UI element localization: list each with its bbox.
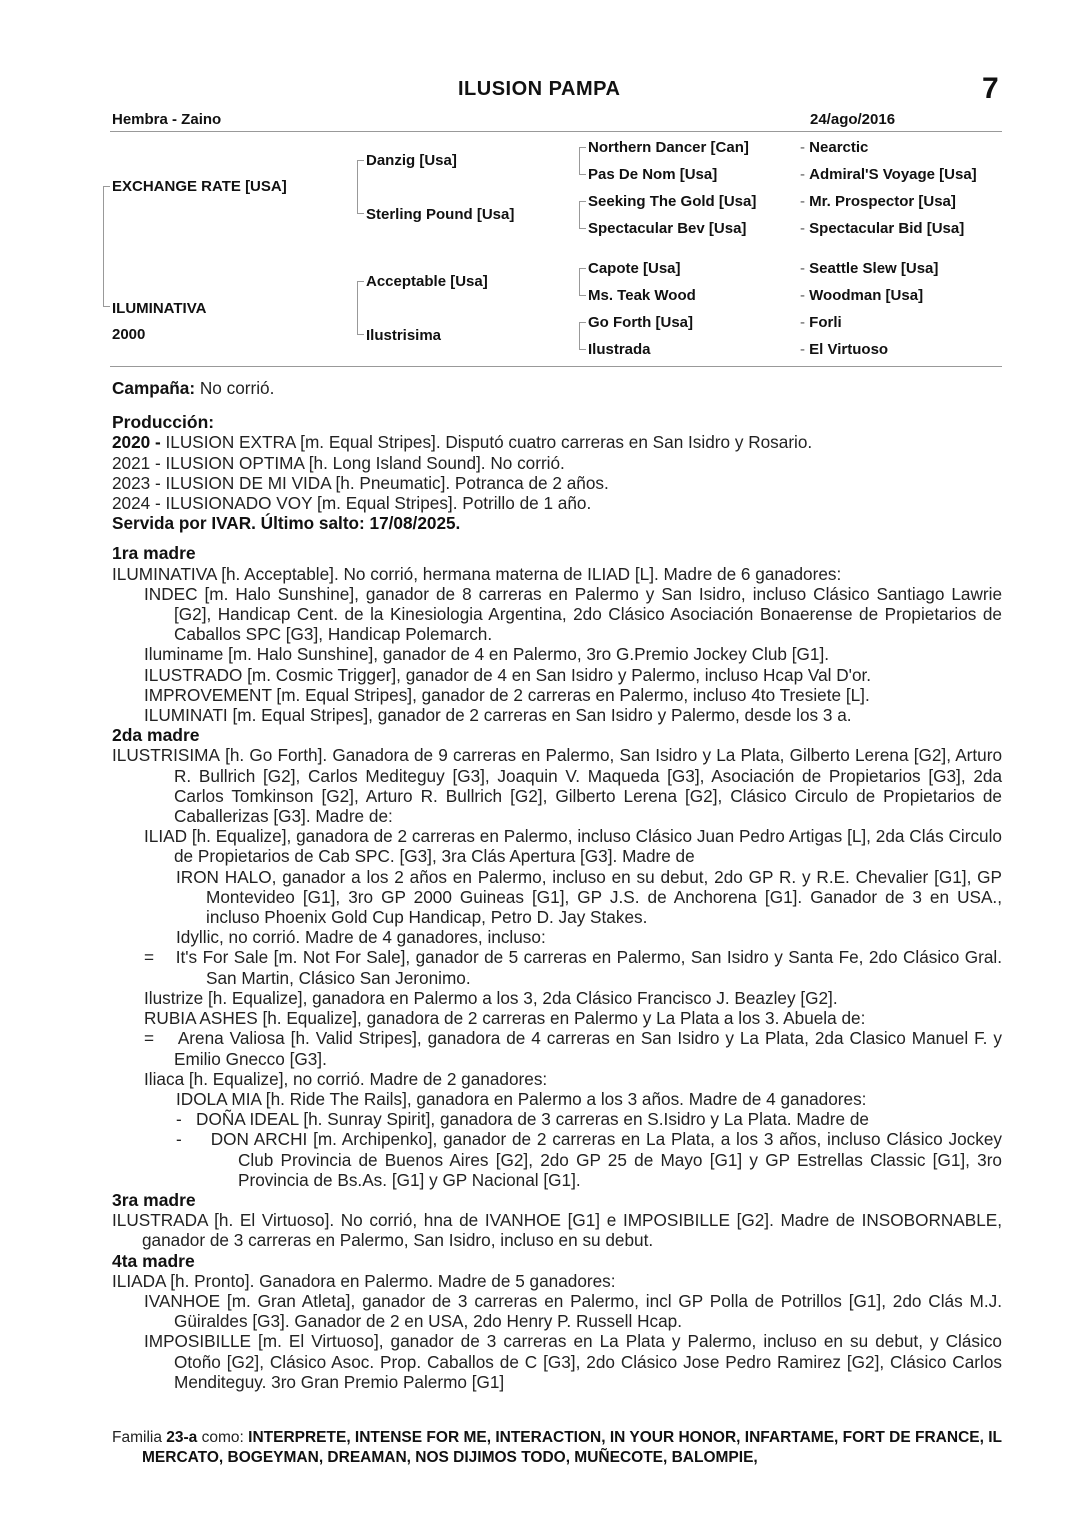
bracket-gen3-d xyxy=(579,322,586,350)
madre-4-heading: 4ta madre xyxy=(112,1250,195,1271)
gen3-1: Northern Dancer [Can] xyxy=(588,139,749,156)
gen2-dam-sire: Acceptable [Usa] xyxy=(366,273,488,290)
gen3-4: Spectacular Bev [Usa] xyxy=(588,220,747,237)
produccion-text: ILUSIONADO VOY [m. Equal Stripes]. Potrillo de 1 año. xyxy=(160,493,592,514)
familia-como: como: xyxy=(197,1429,249,1446)
gen3-5: Capote [Usa] xyxy=(588,260,681,277)
campana-line xyxy=(112,378,1002,398)
bracket-gen3-a xyxy=(579,147,586,175)
bracket-gen3-b xyxy=(579,201,586,229)
gen4-6: - Woodman [Usa] xyxy=(800,287,923,304)
madre-2-heading: 2da madre xyxy=(112,725,200,746)
familia-number: 23-a xyxy=(166,1429,198,1446)
produccion-heading: Producción: xyxy=(112,412,215,433)
gen3-8: Ilustrada xyxy=(588,341,651,358)
produccion-item xyxy=(112,432,1002,452)
sex-color: Hembra - Zaino xyxy=(112,111,222,128)
produccion-text: ILUSION DE MI VIDA [h. Pneumatic]. Potranca de 2 años. xyxy=(160,472,609,493)
produccion-year: 2024 - xyxy=(112,493,161,514)
gen2-dam-dam: Ilustrisima xyxy=(366,327,442,344)
madre-3-heading: 3ra madre xyxy=(112,1189,196,1210)
dam-year: 2000 xyxy=(112,326,146,343)
dam-name: ILUMINATIVA xyxy=(112,300,207,317)
servida-line: Servida por IVAR. Último salto: 17/08/2025. xyxy=(112,513,461,534)
produccion-text: ILUSION EXTRA [m. Equal Stripes]. Disputó cuatro carreras en San Isidro y Rosario. xyxy=(160,432,813,453)
madre-4-section: ILIADA [h. Pronto]. Ganadora en Palermo. Madre de 5 ganadores: IVANHOE [m. Gran Atleta], ganador de 3 carreras en Palermo, incl GP Polla de Potrillos [G1], 2do Clás M.J. Güiraldes [G3]. Ganador de 2 en USA, 2do Henry P. Russell Hcap. IMPOSIBILLE [m. El Virtuoso], ganador de 3 carreras en La Plata y Palermo, incluso en su debut, y Clásico Otoño [G2], Clásico Asoc. Prop. Caballos de C [G3], 2do Clásico Jose Pedro Ramirez [G2], Clásico Carlos Menditeguy. 3ro Gran Premio Palermo [G1] xyxy=(112,1270,1002,1392)
familia-prefix: Familia xyxy=(112,1429,167,1446)
pedigree-divider xyxy=(110,366,1002,367)
bracket-gen3-c xyxy=(579,268,586,296)
campana-label: Campaña: xyxy=(112,378,196,398)
produccion-year: 2021 - xyxy=(112,452,161,473)
madre-2-section: ILUSTRISIMA [h. Go Forth]. Ganadora de 9 carreras en Palermo, San Isidro y La Plata, Gilberto Lerena [G2], Arturo R. Bullrich [G2], Carlos Mediteguy [G3], Joaquin V. Maqueda [G3], Asociación de Propietarios [G3], 2da Carlos Tomkinson [G2], Arturo R. Bullrich [G2], Gilberto Lerena [G2], Clásico Circulo de Propietarios de Caballerizas [G3]. Madre de: ILIAD [h. Equalize], ganadora de 2 carreras en Palermo, incluso Clásico Juan Pedro Artigas [L], 2da Clás Circulo de Propietarios de Cab SPC. [G3], 3ra Clás Apertura [G3]. Madre de IRON HALO, ganador a los 2 años en Palermo, incluso en su debut, 2do GP R. y R.E. Chevalier [G1], GP Montevideo [G1], 3ro GP 2000 Guineas [G1], GP J.S. de Anchorena [G1]. Ganador de 3 en USA., incluso Phoenix Gold Cup Handicap, Petro D. Jay Stakes. Idyllic, no corrió. Madre de 4 ganadores, incluso: = It's For Sale [m. Not For Sale], ganador de 5 carreras en Palermo, San Isidro y Santa Fe, 2do Clásico Gral. San Martin, Clásico San Jeronimo. Ilustrize [h. Equalize], ganadora en Palermo a los 3, 2da Clásico Francisco J. Beazley [G2]. RUBIA ASHES [h. Equalize], ganadora de 2 carreras en Palermo y La Plata a los 3. Abuela de: = Arena Valiosa [h. Valid Stripes], ganadora de 4 carreras en San Isidro y La Plata, 2da Clasico Manuel F. y Emilio Gnecco [G3]. Iliaca [h. Equalize], no corrió. Madre de 2 ganadores: IDOLA MIA [h. Ride The Rails], ganadora en Palermo a los 3 años. Madre de 4 ganadores: - DOÑA IDEAL [h. Sunray Spirit], ganadora de 3 carreras en S.Isidro y La Plata. Madre de - DON ARCHI [m. Archipenko], ganador de 2 carreras en La Plata, a los 3 años, incluso Clásico Jockey Club Provincia de Buenos Aires [G2], 2do GP 25 de Mayo [G1] y GP Estrellas Classic [G1], 3ro Provincia de Bs.As. [G1] y GP Nacional [G1]. xyxy=(112,745,1003,1190)
catalog-body xyxy=(112,378,1002,1392)
produccion-text: ILUSION OPTIMA [h. Long Island Sound]. No corrió. xyxy=(160,452,565,473)
madre-1-section: ILUMINATIVA [h. Acceptable]. No corrió, hermana materna de ILIAD [L]. Madre de 6 ganadores: INDEC [m. Halo Sunshine], ganador de 8 carreras en Palermo y San Isidro, incluso Clásico Santiago Lawrie [G2], Handicap Cent. de la Kinesiologia Argentina, 2do Clásico Asociación Bonaerense de Propietarios de Caballos SPC [G3], Handicap Polemarch. Iluminame [m. Halo Sunshine], ganador de 4 en Palermo, 3ro G.Premio Jockey Club [G1]. ILUSTRADO [m. Cosmic Trigger], ganador de 4 en San Isidro y Palermo, incluso Hcap Val D'or. IMPROVEMENT [m. Equal Stripes], ganador de 2 carreras en Palermo, incluso 4to Tresiete [L]. ILUMINATI [m. Equal Stripes], ganador de 2 carreras en San Isidro y Palermo, desde los 3 a. xyxy=(112,563,1002,726)
produccion-year: 2020 - xyxy=(112,432,161,453)
madre-1-heading: 1ra madre xyxy=(112,543,196,564)
gen3-2: Pas De Nom [Usa] xyxy=(588,166,718,183)
gen4-4: - Spectacular Bid [Usa] xyxy=(800,220,964,237)
gen2-sire-dam: Sterling Pound [Usa] xyxy=(366,206,515,223)
sire-name: EXCHANGE RATE [USA] xyxy=(112,178,287,195)
produccion-year: 2023 - xyxy=(112,472,161,493)
produccion-item xyxy=(112,453,1002,473)
gen4-2: - Admiral'S Voyage [Usa] xyxy=(800,166,977,183)
gen4-8: - El Virtuoso xyxy=(800,341,888,358)
gen3-7: Go Forth [Usa] xyxy=(588,314,693,331)
bracket-gen1-end xyxy=(103,306,110,307)
familia-footer xyxy=(112,1428,1002,1468)
horse-name: ILUSION PAMPA xyxy=(458,78,621,100)
campana-text: No corrió. xyxy=(195,378,275,398)
birth-date: 24/ago/2016 xyxy=(810,111,896,128)
bracket-gen1 xyxy=(103,186,110,307)
gen4-3: - Mr. Prospector [Usa] xyxy=(800,193,956,210)
bracket-gen2-b xyxy=(357,281,364,335)
familia-names: INTERPRETE, INTENSE FOR ME, INTERACTION, IN YOUR HONOR, INFARTAME, FORT DE FRANCE, IL MERCATO, BOGEYMAN, DREAMAN, NOS DIJIMOS TODO, MUÑECOTE, BALOMPIE, xyxy=(142,1429,1002,1466)
gen2-sire-sire: Danzig [Usa] xyxy=(366,152,457,169)
produccion-item xyxy=(112,493,1002,513)
produccion-item xyxy=(112,473,1002,493)
madre-3-section: ILUSTRADA [h. El Virtuoso]. No corrió, hna de IVANHOE [G1] e IMPOSIBILLE [G2]. Madre de INSOBORNABLE, ganador de 3 carreras en Palermo, San Isidro, incluso en su debut. xyxy=(112,1210,1003,1251)
gen4-7: - Forli xyxy=(800,314,842,331)
gen4-5: - Seattle Slew [Usa] xyxy=(800,260,938,277)
gen4-1: - Nearctic xyxy=(800,139,868,156)
gen3-3: Seeking The Gold [Usa] xyxy=(588,193,757,210)
header-divider xyxy=(110,131,1002,132)
bracket-gen2-a xyxy=(357,160,364,214)
gen3-6: Ms. Teak Wood xyxy=(588,287,696,304)
lot-number: 7 xyxy=(982,72,999,105)
